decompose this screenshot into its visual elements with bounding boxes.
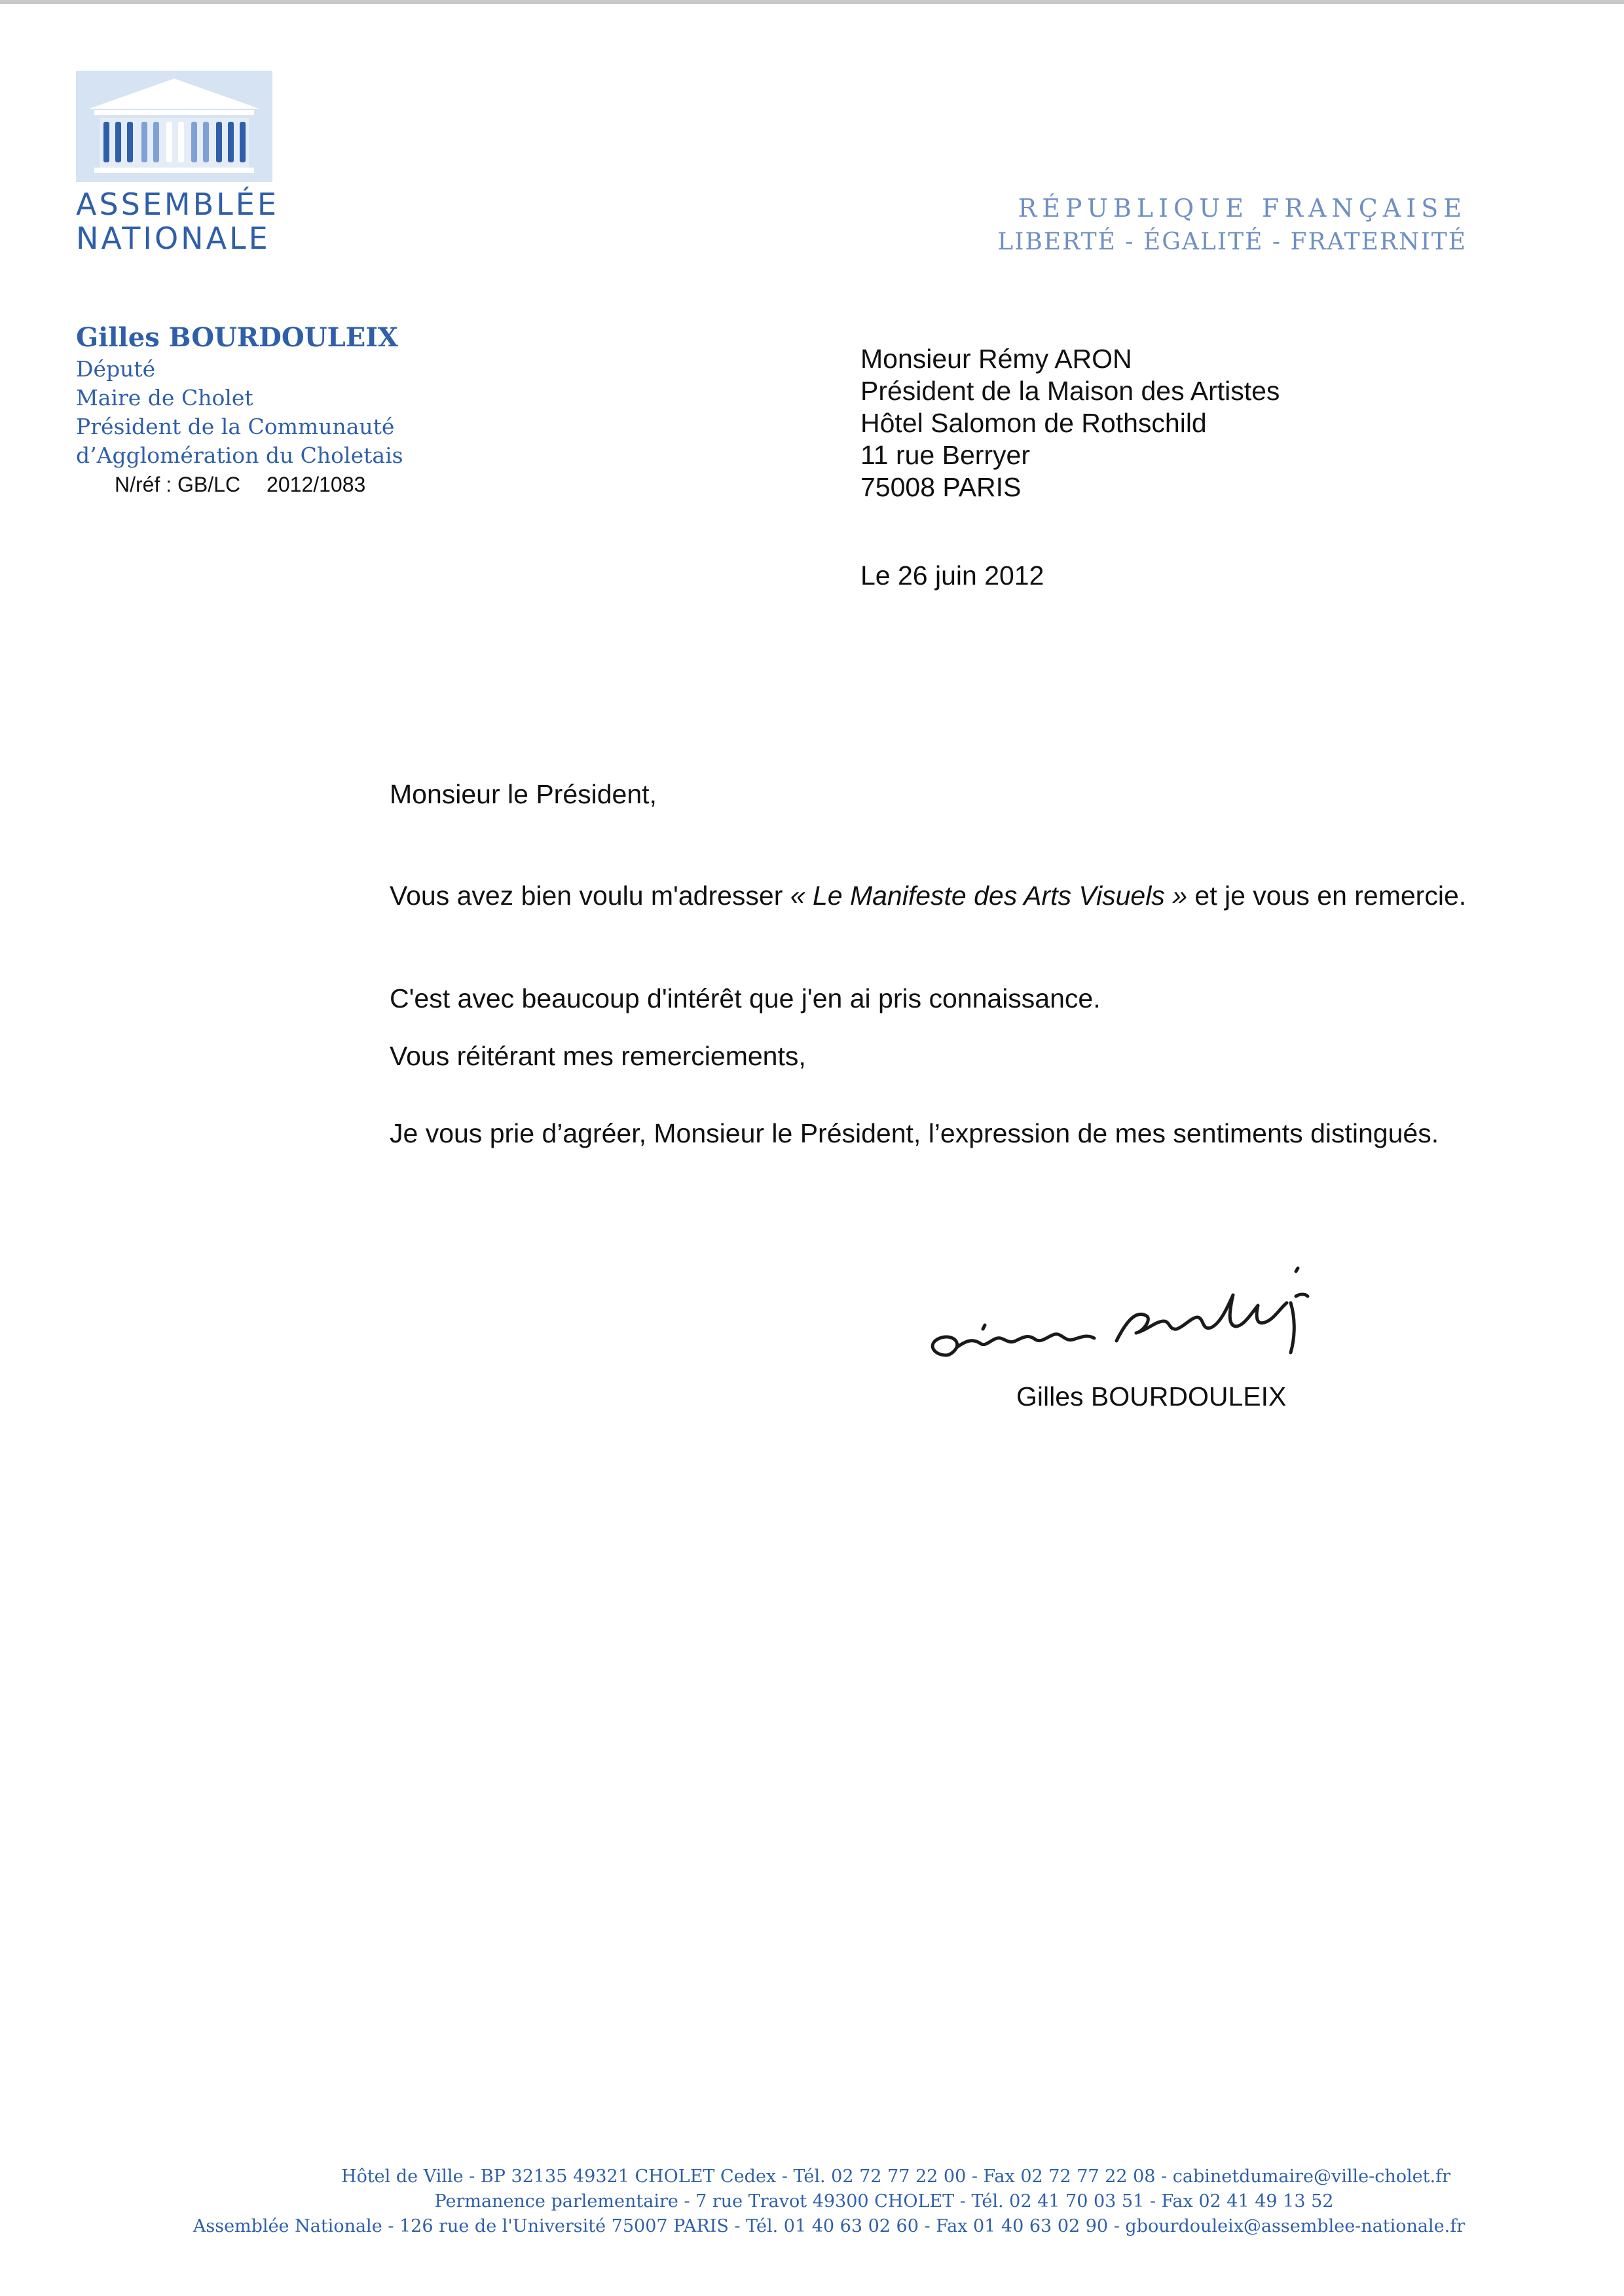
paragraph-2: C'est avec beaucoup d'intérêt que j'en ai pris connaissance.: [390, 983, 1101, 1013]
sender-name: Gilles BOURDOULEIX: [76, 322, 398, 353]
republic-name: RÉPUBLIQUE FRANÇAISE: [1018, 194, 1467, 223]
salutation: Monsieur le Président,: [390, 779, 657, 809]
logo-wordmark-line2: NATIONALE: [76, 221, 270, 256]
assemblee-nationale-logo: [76, 71, 279, 256]
recipient-address: [860, 343, 1280, 503]
logo-wordmark: [76, 187, 279, 255]
paragraph-4: Je vous prie d’agréer, Monsieur le Président, l’expression de mes sentiments distingués.: [390, 1118, 1439, 1148]
manifesto-title: « Le Manifeste des Arts Visuels »: [790, 881, 1187, 911]
footer-line: Hôtel de Ville - BP 32135 49321 CHOLET Cedex - Tél. 02 72 77 22 00 - Fax 02 72 77 22 08 - cabinetdumaire@ville-cholet.fr: [341, 2166, 1450, 2187]
recipient-line: Président de la Maison des Artistes: [860, 376, 1280, 406]
sender-title: Maire de Cholet: [76, 385, 253, 410]
recipient-line: Hôtel Salomon de Rothschild: [860, 408, 1207, 438]
footer-line: Permanence parlementaire - 7 rue Travot 49300 CHOLET - Tél. 02 41 70 03 51 - Fax 02 41 49 13 52: [434, 2191, 1334, 2212]
paragraph-3: Vous réitérant mes remerciements,: [390, 1041, 806, 1071]
republic-motto-line: LIBERTÉ - ÉGALITÉ - FRATERNITÉ: [997, 228, 1467, 255]
paragraph-1-start: Vous avez bien voulu m'adresser: [390, 881, 790, 911]
paragraph-1-end: et je vous en remercie.: [1187, 881, 1467, 911]
reference-line: [115, 473, 365, 497]
sender-title: Député: [76, 356, 156, 382]
logo-wordmark-line1: ASSEMBLÉE: [76, 187, 279, 222]
sender-title: d’Agglomération du Choletais: [76, 443, 403, 468]
sender-block: [76, 321, 403, 470]
recipient-line: Monsieur Rémy ARON: [860, 344, 1132, 374]
handwritten-signature-icon: [920, 1257, 1365, 1375]
sender-title: Président de la Communauté: [76, 414, 395, 439]
footer-contact-block: [0, 2164, 1624, 2239]
reference-label: N/réf : GB/LC: [115, 473, 241, 496]
recipient-line: 11 rue Berryer: [860, 440, 1031, 470]
recipient-line: 75008 PARIS: [860, 472, 1022, 502]
palais-bourbon-emblem-icon: [76, 71, 272, 182]
reference-number: 2012/1083: [267, 473, 366, 496]
letter-date: Le 26 juin 2012: [860, 560, 1044, 591]
paragraph-1: [275, 881, 1473, 911]
scan-top-edge: [0, 0, 1624, 4]
footer-line: Assemblée Nationale - 126 rue de l'Université 75007 PARIS - Tél. 01 40 63 02 60 - Fax 01 40 63 02 90 - gbourdouleix@assemblee-nationale.fr: [193, 2216, 1466, 2236]
signer-name: Gilles BOURDOULEIX: [1016, 1381, 1287, 1412]
republic-motto: [997, 191, 1467, 259]
